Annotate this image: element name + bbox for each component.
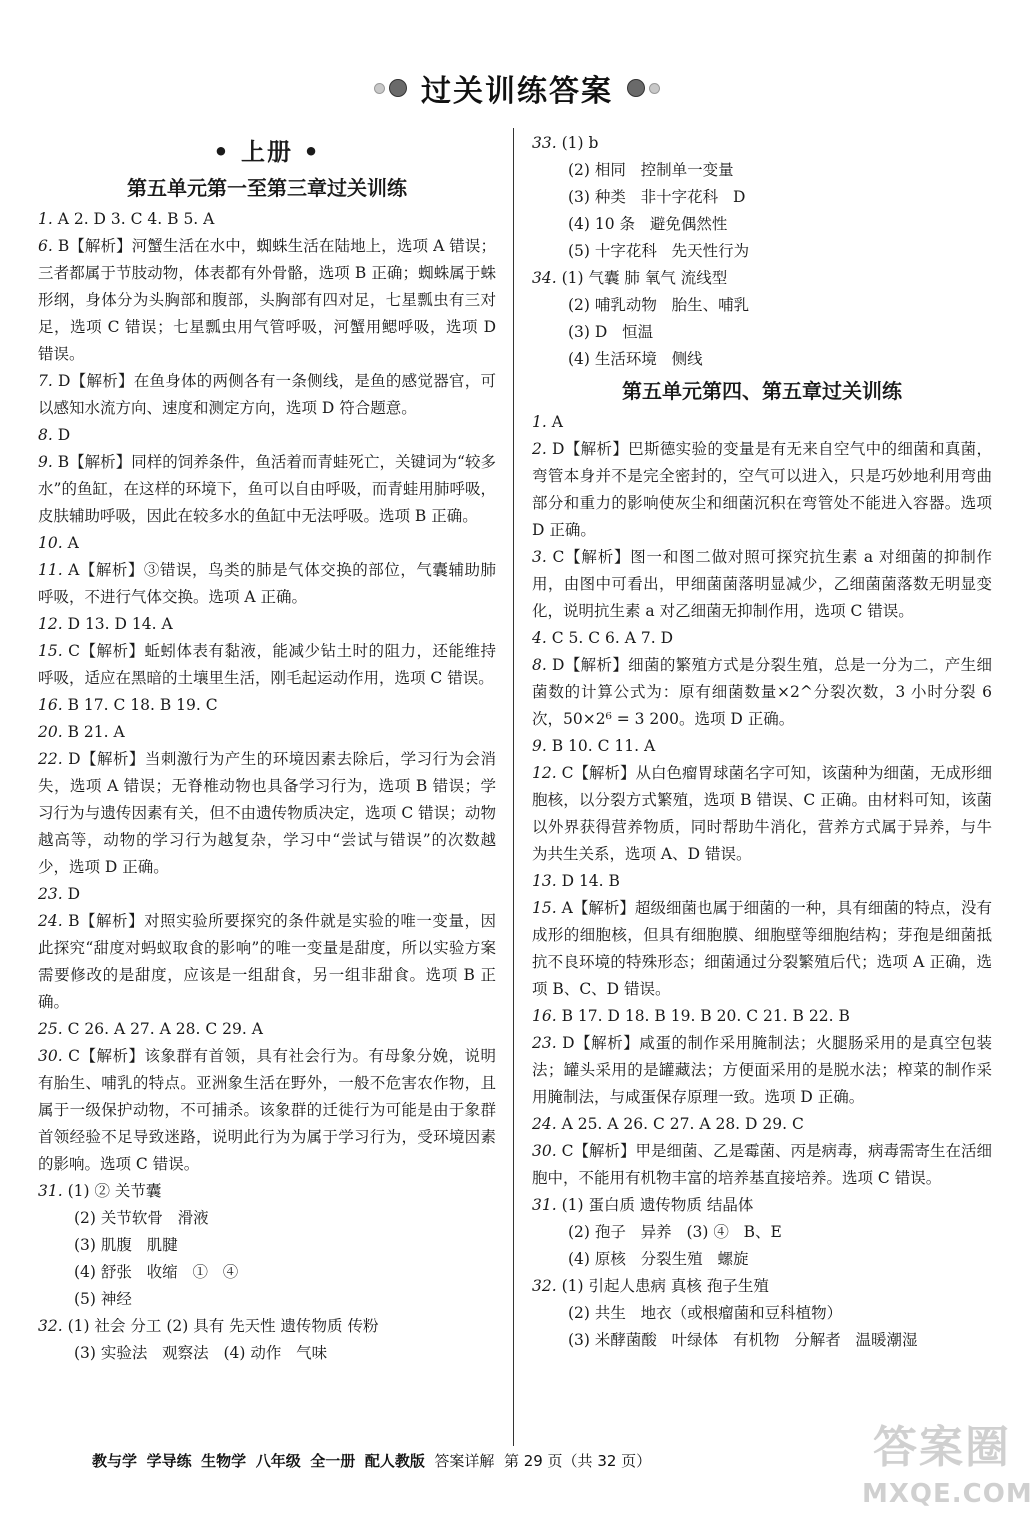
answer-item [38, 449, 496, 530]
answer-item [38, 1016, 496, 1043]
sub-answer: (2) 哺乳动物 胎生、哺乳 [568, 296, 750, 314]
answer-item [38, 611, 496, 638]
answer-item [532, 409, 992, 436]
question-number: 12. [38, 615, 63, 633]
answer-item [38, 1043, 496, 1178]
question-number: 30. [532, 1142, 557, 1160]
question-number: 16. [38, 696, 63, 714]
answer-text: C【解析】甲是细菌、乙是霉菌、丙是病毒，病毒需寄生在活细胞中，不能用有机物丰富的培养基直接培养。选项 C 错误。 [532, 1142, 992, 1187]
right-column [532, 130, 992, 1354]
answer-text: C【解析】图一和图二做对照可探究抗生素 a 对细菌的抑制作用，由图中可看出，甲细菌菌落明显减少，乙细菌菌落数无明显变化，说明抗生素 a 对乙细菌无抑制作用，选项 C 错误。 [532, 548, 992, 620]
question-number: 2. [532, 440, 547, 458]
question-number: 16. [532, 1007, 557, 1025]
sub-answer: (3) D 恒温 [568, 323, 654, 341]
left-column [38, 134, 496, 1367]
answer-text: D【解析】当刺激行为产生的环境因素去除后，学习行为会消失，选项 A 错误；无脊椎动物也具备学习行为，选项 B 错误；学习行为与遗传因素有关，但不由遗传物质决定，选项 C 错误；动物越高等，动物的学习行为越复杂，学习中“尝试与错误”的次数越少，选项 D 正确。 [38, 750, 496, 876]
answer-item [532, 544, 992, 625]
question-number: 15. [532, 899, 557, 917]
answer-text: B 10. C 11. A [546, 737, 656, 755]
q31-subanswers [38, 1205, 496, 1313]
page-title-bar [0, 66, 1034, 110]
page-footer [92, 1450, 992, 1471]
question-number: 8. [532, 656, 547, 674]
volume-heading: • 上册 • [213, 138, 321, 166]
answer-item [38, 233, 496, 368]
footer-brand: 教与学 [92, 1452, 138, 1470]
title-decoration-left-icon [374, 79, 407, 97]
answer-text: C 26. A 27. A 28. C 29. A [62, 1020, 263, 1038]
answer-list-right [532, 409, 992, 1219]
question-number: 1. [38, 210, 53, 228]
answer-item [38, 908, 496, 1016]
watermark-logo [862, 1418, 1033, 1528]
q32-subanswers [532, 1300, 992, 1354]
answer-item: 32. (1) 引起人患病 真核 孢子生殖 [532, 1277, 769, 1295]
answer-item [38, 719, 496, 746]
answer-item [38, 1178, 496, 1205]
answer-item [532, 868, 992, 895]
footer-label: 答案详解 [434, 1452, 495, 1470]
sub-answer: (3) 米酵菌酸 叶绿体 有机物 分解者 温暖潮湿 [568, 1331, 918, 1349]
sub-answer: (4) 10 条 避免偶然性 [568, 215, 728, 233]
footer-series: 学导练 [146, 1452, 192, 1470]
answer-item [38, 368, 496, 422]
question-number: 24. [38, 912, 63, 930]
sub-answer: (2) 孢子 异养 (3) ④ B、E [568, 1223, 782, 1241]
answer-text: B 17. C 18. B 19. C [62, 696, 218, 714]
question-number: 23. [38, 885, 63, 903]
sub-answer: (3) 肌腹 肌腱 [74, 1236, 178, 1254]
sub-answer: (4) 生活环境 侧线 [568, 350, 703, 368]
question-number: 10. [38, 534, 63, 552]
answer-text: C 5. C 6. A 7. D [546, 629, 673, 647]
answer-item [532, 625, 992, 652]
answer-text: A [62, 534, 79, 552]
q32-subanswer: (3) 实验法 观察法 (4) 动作 气味 [74, 1344, 328, 1362]
answer-item [38, 746, 496, 881]
question-number: 11. [38, 561, 63, 579]
answer-text: D 13. D 14. A [62, 615, 173, 633]
footer-grade: 八年级 [255, 1452, 301, 1470]
answer-item [532, 652, 992, 733]
answer-item [38, 692, 496, 719]
answer-text: C【解析】该象群有首领，具有社会行为。有母象分娩，说明有胎生、哺乳的特点。亚洲象生活在野外，一般不危害农作物，且属于一级保护动物，不可捕杀。该象群的迁徙行为可能是由于象群首领经验不足导致迷路，说明此行为为属于学习行为，受环境因素的影响。选项 C 错误。 [38, 1047, 496, 1173]
answer-item: 34. (1) 气囊 肺 氧气 流线型 [532, 269, 728, 287]
sub-answer: (3) 种类 非十字花科 D [568, 188, 746, 206]
answer-item [532, 733, 992, 760]
question-number: 25. [38, 1020, 63, 1038]
answer-text: (1) ② 关节囊 [62, 1182, 162, 1200]
question-number: 31. [532, 1196, 557, 1214]
sub-answer: (4) 舒张 收缩 ① ④ [74, 1263, 239, 1281]
sub-answer: (2) 关节软骨 滑液 [74, 1209, 209, 1227]
answer-text: A 2. D 3. C 4. B 5. A [52, 210, 215, 228]
answer-item [38, 881, 496, 908]
question-number: 30. [38, 1047, 63, 1065]
answer-text: D【解析】巴斯德实验的变量是有无来自空气中的细菌和真菌，弯管本身并不是完全密封的，空气可以进入，只是巧妙地利用弯曲部分和重力的影响使灰尘和细菌沉积在弯管处不能进入容器。选项 D 正确。 [532, 440, 992, 539]
column-divider [513, 128, 514, 1446]
question-number: 3. [532, 548, 547, 566]
answer-text: B 17. D 18. B 19. B 20. C 21. B 22. B [556, 1007, 850, 1025]
answer-text: D【解析】细菌的繁殖方式是分裂生殖，总是一分为二，产生细菌数的计算公式为：原有细菌数量×2^分裂次数，3 小时分裂 6 次，50×2⁶ = 3 200。选项 D 正确。 [532, 656, 992, 728]
page-title: 过关训练答案 [421, 74, 613, 109]
footer-edition: 配人教版 [364, 1452, 425, 1470]
answer-text: D【解析】咸蛋的制作采用腌制法；火腿肠采用的是真空包装法；罐头采用的是罐藏法；方便面采用的是脱水法；榨菜的制作采用腌制法，与咸蛋保存原理一致。选项 D 正确。 [532, 1034, 992, 1106]
answer-text: D [52, 426, 71, 444]
answer-text: B 21. A [62, 723, 125, 741]
question-number: 24. [532, 1115, 557, 1133]
answer-list-left [38, 206, 496, 1205]
question-number: 9. [532, 737, 547, 755]
answer-text: B【解析】同样的饲养条件，鱼活着而青蛙死亡，关键词为“较多水”的鱼缸，在这样的环境下，鱼可以自由呼吸，而青蛙用肺呼吸，皮肤辅助呼吸，因此在较多水的鱼缸中无法呼吸。选项 B 正确。 [38, 453, 496, 525]
sub-answer: (2) 共生 地衣（或根瘤菌和豆科植物） [568, 1304, 843, 1322]
q33-subanswers [532, 157, 992, 265]
question-number: 1. [532, 413, 547, 431]
answer-item [532, 1030, 992, 1111]
answer-text: C【解析】蚯蚓体表有黏液，能减少钻土时的阻力，还能维持呼吸，适应在黑暗的土壤里生活，刚毛起运动作用，选项 C 错误。 [38, 642, 496, 687]
q31-subanswers [532, 1219, 992, 1273]
answer-text: B【解析】河蟹生活在水中，蜘蛛生活在陆地上，选项 A 错误；三者都属于节肢动物，体表都有外骨骼，选项 B 正确；蜘蛛属于蛛形纲，身体分为头胸部和腹部，头胸部有四对足，七星瓢虫有三对足，选项 C 错误；七星瓢虫用气管呼吸，河蟹用鳃呼吸，选项 D 错误。 [38, 237, 496, 363]
answer-item [532, 1192, 992, 1219]
question-number: 6. [38, 237, 53, 255]
watermark-text: 答案圈 [873, 1422, 1011, 1473]
section-heading-1: 第五单元第一至第三章过关训练 [127, 176, 407, 200]
answer-text: A 25. A 26. C 27. A 28. D 29. C [556, 1115, 804, 1133]
sub-answer: (5) 神经 [74, 1290, 132, 1308]
sub-answer: (2) 相同 控制单一变量 [568, 161, 734, 179]
section-heading-2: 第五单元第四、第五章过关训练 [622, 379, 902, 403]
question-number: 13. [532, 872, 557, 890]
answer-text: (1) 蛋白质 遗传物质 结晶体 [556, 1196, 754, 1214]
answer-item [532, 1111, 992, 1138]
answer-text: B【解析】对照实验所要探究的条件就是实验的唯一变量，因此探究“甜度对蚂蚁取食的影响”的唯一变量是甜度，所以实验方案需要修改的是甜度，应该是一组甜食，另一组非甜食。选项 B 正确。 [38, 912, 496, 1011]
answer-item: 32. (1) 社会 分工 (2) 具有 先天性 遗传物质 传粉 [38, 1317, 379, 1335]
answer-item [532, 436, 992, 544]
answer-item [38, 530, 496, 557]
question-number: 22. [38, 750, 63, 768]
answer-item [38, 422, 496, 449]
answer-item [532, 895, 992, 1003]
question-number: 7. [38, 372, 53, 390]
question-number: 9. [38, 453, 53, 471]
answer-item [532, 1003, 992, 1030]
answer-text: A【解析】③错误，鸟类的肺是气体交换的部位，气囊辅助肺呼吸，不进行气体交换。选项 A 正确。 [38, 561, 496, 606]
footer-subject: 生物学 [201, 1452, 247, 1470]
sub-answer: (5) 十字花科 先天性行为 [568, 242, 750, 260]
answer-item [38, 557, 496, 611]
sub-answer: (4) 原核 分裂生殖 螺旋 [568, 1250, 749, 1268]
answer-text: C【解析】从白色瘤胃球菌名字可知，该菌种为细菌，无成形细胞核，以分裂方式繁殖，选项 B 错误、C 正确。由材料可知，该菌以外界获得营养物质，同时帮助牛消化，营养方式属于异养，与牛为共生关系，选项 A、D 错误。 [532, 764, 992, 863]
title-decoration-right-icon [627, 79, 660, 97]
answer-text: A【解析】超级细菌也属于细菌的一种，具有细菌的特点，没有成形的细胞核，但具有细胞膜、细胞壁等细胞结构；芽孢是细菌抵抗不良环境的特殊形态；细菌通过分裂繁殖后代；选项 A 正确，选项 B、C、D 错误。 [532, 899, 992, 998]
question-number: 20. [38, 723, 63, 741]
answer-item: 33. (1) b [532, 134, 599, 152]
answer-item [38, 206, 496, 233]
answer-item [38, 638, 496, 692]
answer-text: D【解析】在鱼身体的两侧各有一条侧线，是鱼的感觉器官，可以感知水流方向、速度和测定方向，选项 D 符合题意。 [38, 372, 496, 417]
answer-text: D 14. B [556, 872, 620, 890]
question-number: 8. [38, 426, 53, 444]
answer-item [532, 1138, 992, 1192]
answer-item [532, 760, 992, 868]
question-number: 15. [38, 642, 63, 660]
q34-subanswers [532, 292, 992, 373]
answer-text: A [546, 413, 563, 431]
question-number: 12. [532, 764, 557, 782]
footer-page-number: 第 29 页（共 32 页） [503, 1452, 652, 1470]
watermark-url: MXQE.COM [862, 1479, 1033, 1509]
question-number: 23. [532, 1034, 557, 1052]
answer-text: D [62, 885, 81, 903]
question-number: 31. [38, 1182, 63, 1200]
footer-volume: 全一册 [310, 1452, 356, 1470]
question-number: 4. [532, 629, 547, 647]
